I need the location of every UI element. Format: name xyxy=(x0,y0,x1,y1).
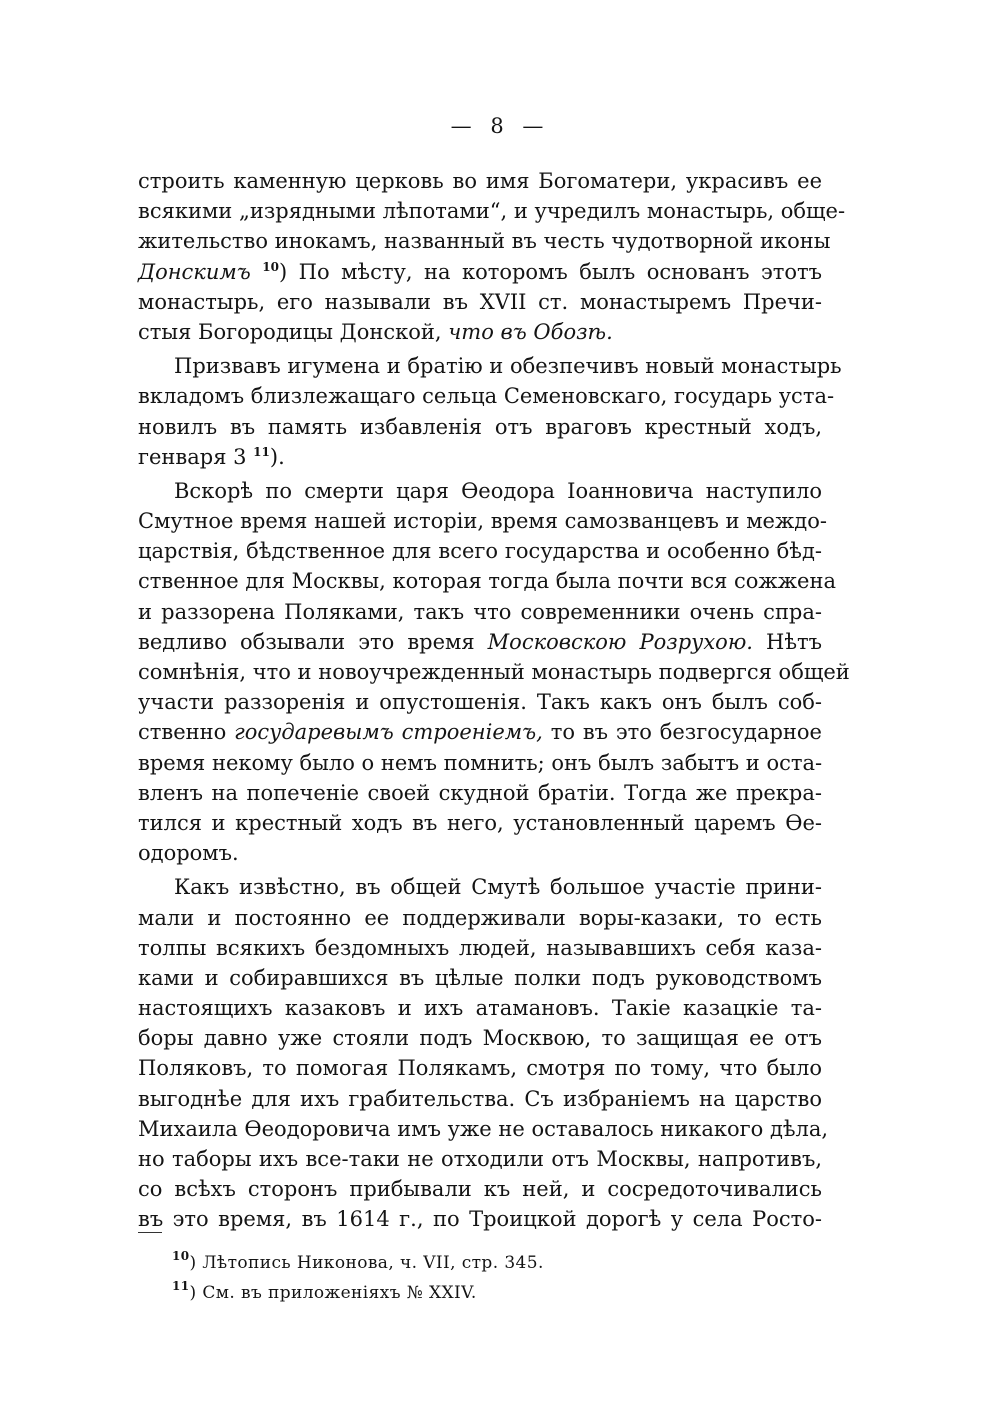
page-number: — 8 — xyxy=(450,114,550,138)
text-line: тился и крестный ходъ въ него, установленный царемъ Ѳе- xyxy=(138,810,822,835)
text-span: стыя Богородицы Донской, xyxy=(138,319,449,344)
text-line: Смутное время нашей исторіи, время самозванцевъ и междо- xyxy=(138,509,827,534)
text-line xyxy=(138,257,822,287)
text-line: одоромъ. xyxy=(138,841,239,866)
footnote-ref: 11 xyxy=(253,444,270,459)
footnotes xyxy=(172,1248,822,1308)
footnote-ref: 10 xyxy=(262,259,279,274)
text-line: и раззорена Поляками, такъ что современники очень спра- xyxy=(138,599,822,624)
footnote xyxy=(172,1278,822,1308)
text-line: Михаила Ѳеодоровича имъ уже не оставалось никакого дѣла, xyxy=(138,1116,829,1141)
paragraph-3 xyxy=(138,476,850,868)
text-line: ственное для Москвы, которая тогда была почти вся сожжена xyxy=(138,569,836,594)
text-span: генваря 3 xyxy=(138,444,254,469)
text-line: участи раззоренія и опустошенія. Такъ какъ онъ былъ соб- xyxy=(138,690,822,715)
paragraph-2 xyxy=(138,351,842,472)
text-line: мали и постоянно ее поддерживали воры-казаки, то есть xyxy=(138,905,822,930)
paragraph-4 xyxy=(138,872,829,1234)
text-span: ведливо обзывали это время xyxy=(138,629,488,654)
text-line xyxy=(138,317,822,347)
text-line: боры давно уже стояли подъ Москвою, то защищая ее отъ xyxy=(138,1026,822,1051)
text-line: Призвавъ игумена и братію и обезпечивъ новый монастырь xyxy=(174,354,842,379)
text-line: Какъ извѣстно, въ общей Смутѣ большое участіе прини- xyxy=(174,875,822,900)
text-line: время некому было о немъ помнить; онъ былъ забытъ и оста- xyxy=(138,750,823,775)
text-line xyxy=(138,442,822,472)
text-line: жительство инокамъ, названный въ честь чудотворной иконы xyxy=(138,229,831,254)
footnote-divider xyxy=(138,1232,162,1233)
body-text xyxy=(138,166,850,1235)
text-line: всякими „изрядными лѣпотами“, и учредилъ монастырь, обще- xyxy=(138,199,846,224)
footnote-text: ) См. въ приложеніяхъ № XXIV. xyxy=(189,1283,477,1303)
text-line: сомнѣнія, что и новоучрежденный монастырь подвергся общей xyxy=(138,660,850,684)
text-line: со всѣхъ сторонъ прибывали къ ней, и сосредоточивались xyxy=(138,1177,822,1202)
italic-text: Донскимъ xyxy=(138,259,251,284)
footnote-number: 11 xyxy=(172,1279,190,1293)
text-span: ). xyxy=(269,444,285,469)
text-span: то въ это безгосударное xyxy=(542,720,822,745)
text-span: ственно xyxy=(138,720,235,745)
text-line: вленъ на попеченіе своей скудной братіи. Тогда же прекра- xyxy=(138,780,822,805)
text-span: Нѣтъ xyxy=(752,629,823,654)
text-line: монастырь, его называли въ XVII ст. монастыремъ Пречи- xyxy=(138,289,822,314)
text-line: выгоднѣе для ихъ грабительства. Съ избраніемъ на царство xyxy=(138,1086,822,1111)
text-line: вкладомъ близлежащаго сельца Семеновскаго, государь уста- xyxy=(138,384,835,409)
text-line: ками и собиравшихся въ цѣлые полки подъ руководствомъ xyxy=(138,965,822,990)
footnote-text: ) Лѣтопись Никонова, ч. VII, стр. 345. xyxy=(189,1253,544,1273)
text-line: царствія, бѣдственное для всего государства и особенно бѣд- xyxy=(138,539,822,564)
text-line: Вскорѣ по смерти царя Ѳеодора Іоанновича наступило xyxy=(174,478,822,503)
text-line xyxy=(138,717,822,747)
text-span: ) По мѣсту, на которомъ былъ основанъ этотъ xyxy=(278,259,822,284)
text-line: но таборы ихъ все-таки не отходили отъ Москвы, напротивъ, xyxy=(138,1147,822,1171)
text-line: въ это время, въ 1614 г., по Троицкой дорогѣ у села Росто- xyxy=(138,1207,822,1232)
footnote xyxy=(172,1248,822,1278)
italic-text: что въ Обозѣ. xyxy=(448,319,613,344)
text-line: настоящихъ казаковъ и ихъ атамановъ. Такіе казацкіе та- xyxy=(138,996,822,1021)
paragraph-1 xyxy=(138,166,846,347)
text-line: новилъ въ память избавленія отъ враговъ крестный ходъ, xyxy=(138,414,822,439)
italic-text: государевымъ строеніемъ, xyxy=(234,720,543,745)
text-line: строить каменную церковь во имя Богоматери, украсивъ ее xyxy=(138,169,822,193)
text-line xyxy=(138,627,822,657)
footnote-number: 10 xyxy=(172,1249,190,1263)
text-line: Поляковъ, то помогая Полякамъ, смотря по тому, что было xyxy=(138,1056,822,1081)
text-line: толпы всякихъ бездомныхъ людей, называвшихъ себя каза- xyxy=(138,935,822,960)
italic-text: Московскою Розрухою. xyxy=(487,629,753,654)
